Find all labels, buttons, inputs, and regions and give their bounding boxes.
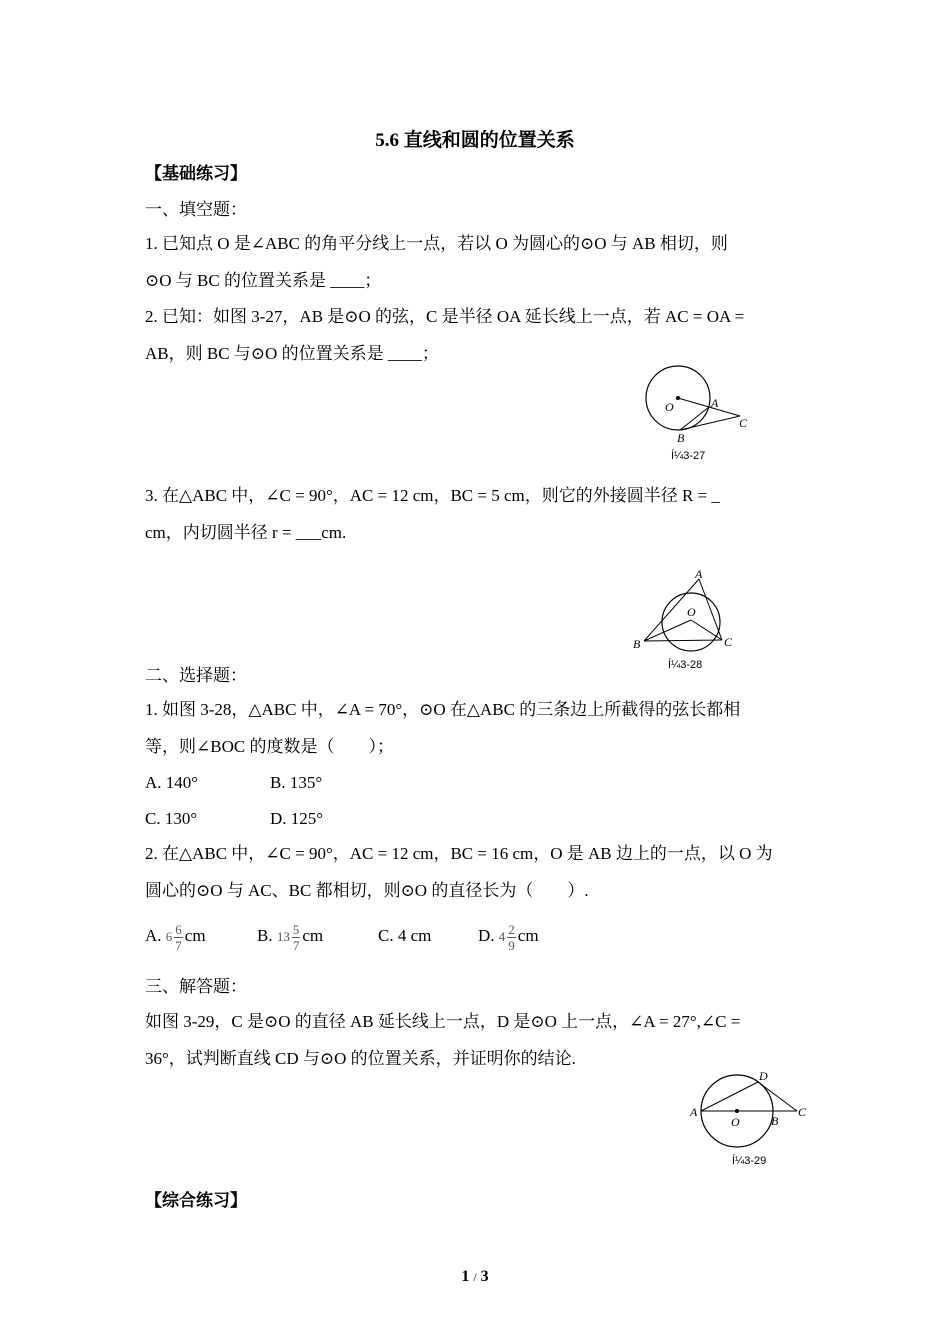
mc2-d-denominator: 9	[508, 937, 515, 953]
mc2-d-unit: cm	[517, 926, 539, 945]
fig27-label-b: B	[677, 431, 685, 442]
mc2-d-whole: 4	[498, 929, 506, 944]
mc2-b-whole: 13	[276, 929, 290, 944]
mc-1-line-1: 1. 如图 3-28，△ABC 中，∠A = 70°，⊙O 在△ABC 的三条边上所截得的弦长都相	[145, 700, 741, 719]
mc2-b-numerator: 5	[292, 921, 300, 937]
fig28-line-oc	[691, 620, 722, 640]
fig29-line-ad	[701, 1082, 758, 1111]
fig28-label-b: B	[633, 637, 641, 651]
question-1-line-2: ⊙O 与 BC 的位置关系是 ____；	[145, 271, 382, 290]
part2-heading: 二、选择题：	[145, 666, 247, 685]
section-comprehensive-heading: 【综合练习】	[145, 1191, 247, 1210]
fig28-caption: Í¼3-28	[668, 659, 703, 671]
mc2-d-numerator: 2	[508, 921, 515, 937]
mc2-b-fraction	[292, 922, 301, 953]
mc2-a-numerator: 6	[175, 921, 182, 937]
part3-heading: 三、解答题：	[145, 977, 247, 996]
page-current: 1	[461, 1268, 470, 1285]
fig27-label-o: O	[665, 400, 674, 414]
mc-1-option-d: D. 125°	[270, 809, 324, 828]
fig28-line-ob	[644, 620, 691, 641]
mc2-b-unit: cm	[302, 926, 324, 945]
part1-heading: 一、填空题：	[145, 200, 247, 219]
mc-2-line-2: 圆心的⊙O 与 AC、BC 都相切，则⊙O 的直径长为（ ）.	[145, 881, 589, 900]
fig29-caption: Í¼3-29	[732, 1155, 767, 1167]
problem-3-line-2: 36°，试判断直线 CD 与⊙O 的位置关系，并证明你的结论.	[145, 1049, 576, 1068]
fig27-label-c: C	[739, 416, 748, 430]
mc-2-option-a	[145, 918, 206, 955]
figure-3-28	[625, 562, 745, 654]
mc2-b-label: B.	[257, 926, 273, 945]
fig29-line-dc	[758, 1082, 797, 1111]
fig29-label-b: B	[771, 1114, 779, 1128]
mc-2-option-d	[478, 918, 539, 955]
fig29-label-a: A	[690, 1105, 698, 1119]
section-basic-heading: 【基础练习】	[145, 164, 247, 183]
fig28-circle	[662, 593, 720, 651]
page-title: 5.6 直线和圆的位置关系	[375, 130, 575, 151]
mc2-a-fraction	[174, 922, 183, 953]
page-number	[0, 1268, 950, 1286]
question-1-line-1: 1. 已知点 O 是∠ABC 的角平分线上一点，若以 O 为圆心的⊙O 与 AB 相切，则	[145, 234, 728, 253]
fig28-label-a: A	[695, 567, 703, 581]
fig29-label-d: D	[759, 1069, 768, 1083]
figure-3-29	[686, 1066, 816, 1156]
mc2-d-fraction	[507, 922, 516, 953]
mc-1-option-c: C. 130°	[145, 809, 198, 828]
mc-1-option-a: A. 140°	[145, 773, 199, 792]
page-separator: /	[473, 1270, 477, 1284]
fig29-label-o: O	[731, 1115, 740, 1129]
question-3-line-2: cm，内切圆半径 r = ___cm.	[145, 523, 347, 542]
mc-1-line-2: 等，则∠BOC 的度数是（ ）；	[145, 737, 394, 756]
question-2-line-1: 2. 已知：如图 3-27，AB 是⊙O 的弦，C 是半径 OA 延长线上一点，若 AC = OA =	[145, 307, 745, 326]
question-3-line-1: 3. 在△ABC 中，∠C = 90°，AC = 12 cm，BC = 5 cm，则它的外接圆半径 R = _	[145, 486, 720, 505]
mc2-a-unit: cm	[184, 926, 206, 945]
mc-1-option-b: B. 135°	[270, 773, 323, 792]
question-2-line-2: AB，则 BC 与⊙O 的位置关系是 ____；	[145, 344, 439, 363]
mc-2-option-c: C. 4 cm	[378, 926, 432, 945]
figure-3-27	[640, 362, 760, 442]
mc2-b-denominator: 7	[292, 937, 300, 953]
page-total: 3	[480, 1268, 489, 1285]
fig27-caption: Í¼3-27	[671, 450, 706, 462]
fig27-label-a: A	[711, 396, 719, 410]
mc2-a-whole: 6	[165, 929, 173, 944]
mc2-d-label: D.	[478, 926, 495, 945]
fig29-label-c: C	[798, 1105, 807, 1119]
fig28-label-o: O	[687, 605, 696, 619]
mc-2-line-1: 2. 在△ABC 中，∠C = 90°，AC = 12 cm，BC = 16 cm，O 是 AB 边上的一点，以 O 为	[145, 844, 773, 863]
mc2-a-label: A.	[145, 926, 162, 945]
fig28-side-ac	[699, 579, 722, 640]
problem-3-line-1: 如图 3-29，C 是⊙O 的直径 AB 延长线上一点，D 是⊙O 上一点，∠A = 27°,∠C =	[145, 1012, 741, 1031]
mc2-a-denominator: 7	[175, 937, 182, 953]
fig28-label-c: C	[724, 635, 733, 649]
mc-2-option-b	[257, 918, 323, 955]
fig28-side-bc	[644, 640, 722, 641]
